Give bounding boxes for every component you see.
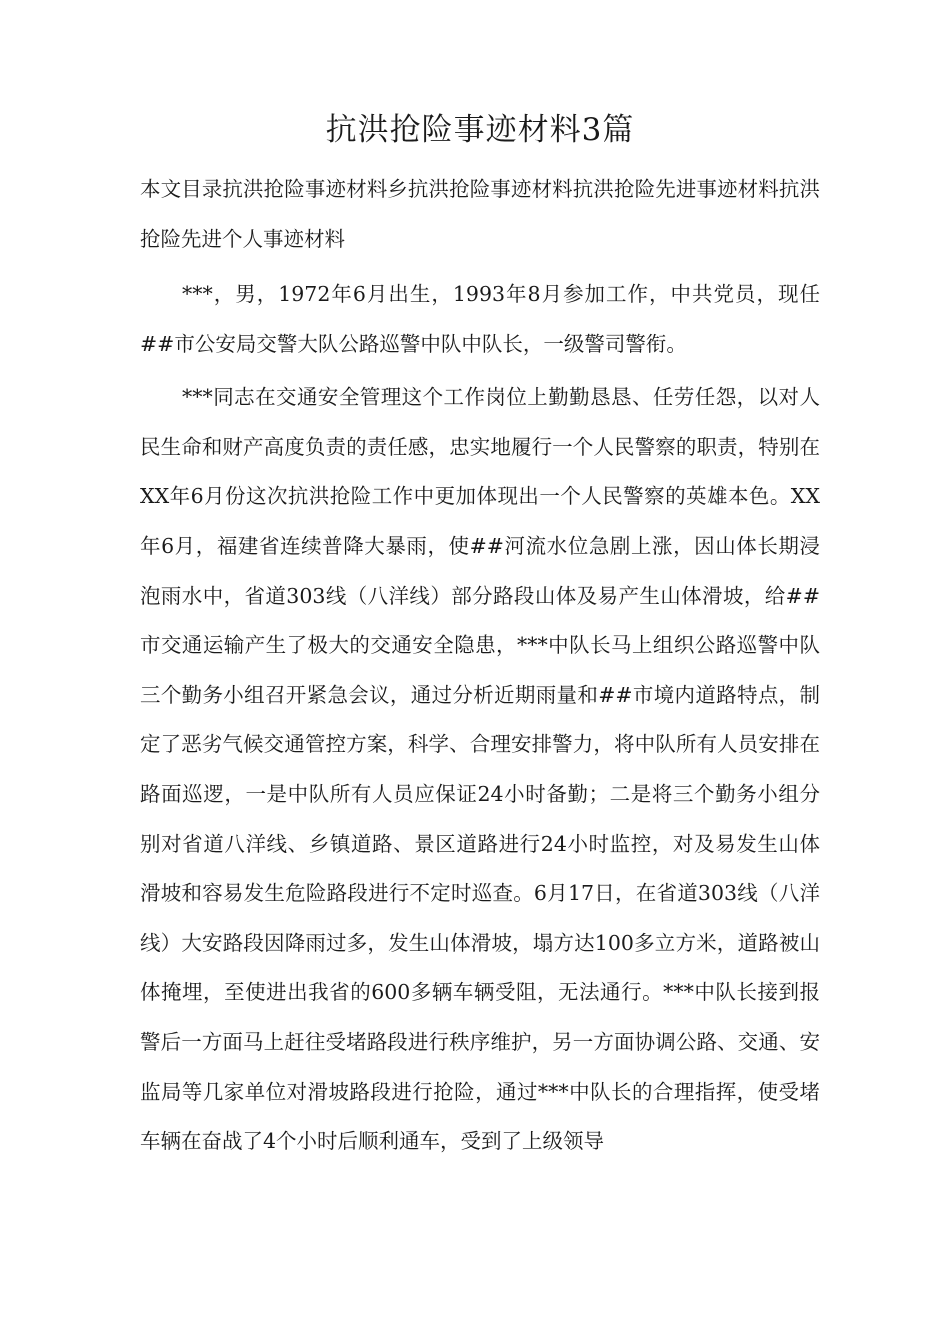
paragraph-1: ***，男，1972年6月出生，1993年8月参加工作，中共党员，现任##市公安局交警大队公路巡警中队中队长，一级警司警衔。 [140, 282, 820, 356]
document-title: 抗洪抢险事迹材料3篇 [325, 112, 635, 148]
document-page [140, 100, 820, 1167]
paragraph-2: ***同志在交通安全管理这个工作岗位上勤勤恳恳、任劳任怨，以对人民生命和财产高度负责的责任感，忠实地履行一个人民警察的职责，特别在XX年6月份这次抗洪抢险工作中更加体现出一个人民警察的英雄本色。XX年6月，福建省连续普降大暴雨，使##河流水位急剧上涨，因山体长期浸泡雨水中，省道303线（八洋线）部分路段山体及易产生山体滑坡，给##市交通运输产生了极大的交通安全隐患，***中队长马上组织公路巡警中队三个勤务小组召开紧急会议，通过分析近期雨量和##市境内道路特点，制定了恶劣气候交通管控方案，科学、合理安排警力，将中队所有人员安排在路面巡逻，一是中队所有人员应保证24小时备勤；二是将三个勤务小组分别对省道八洋线、乡镇道路、景区道路进行24小时监控，对及易发生山体滑坡和容易发生危险路段进行不定时巡查。6月17日，在省道303线（八洋线）大安路段因降雨过多，发生山体滑坡，塌方达100多立方米，道路被山体掩埋，至使进出我省的600多辆车辆受阻，无法通行。***中队长接到报警后一方面马上赶往受堵路段进行秩序维护，另一方面协调公路、交通、安监局等几家单位对滑坡路段进行抢险，通过***中队长的合理指挥，使受堵车辆在奋战了4个小时后顺利通车，受到了上级领导 [140, 385, 820, 1154]
table-of-contents: 本文目录抗洪抢险事迹材料乡抗洪抢险事迹材料抗洪抢险先进事迹材料抗洪抢险先进个人事迹材料 [140, 177, 820, 251]
